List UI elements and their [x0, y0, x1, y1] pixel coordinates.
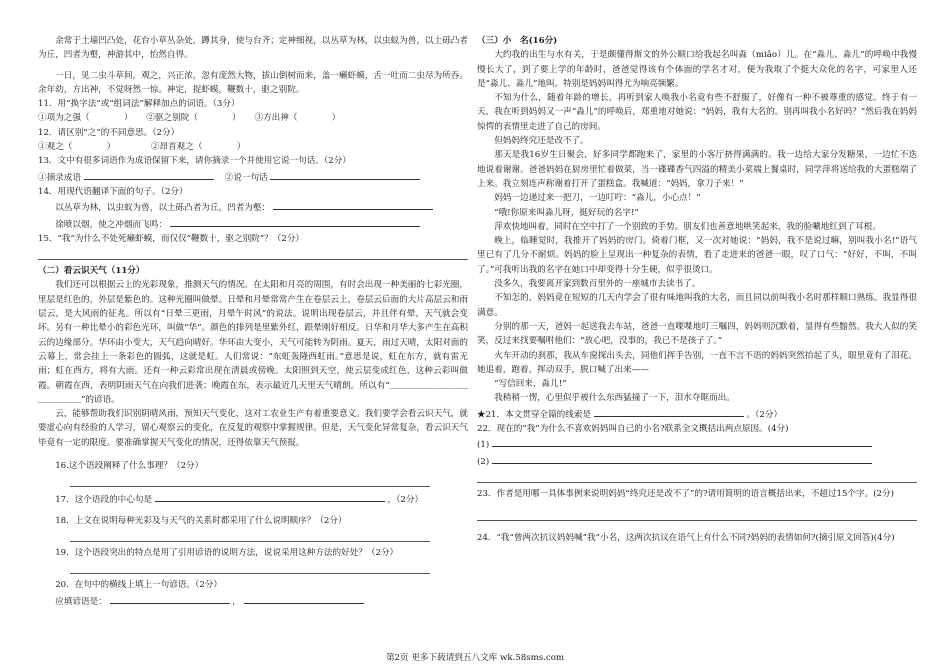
- story-paragraph: 不知为什么，随着年龄的增长，再听到家人唤我小名竟有些不舒服了，好像有一种不被尊重的感觉。终于有一天，我在听到妈妈又一声“淼儿”的呼唤后，郑重地对她说：“妈妈，我有大名的。别再叫我小名好吗？”然后我在妈妈惊愕的表情里走进了自己的房间。: [477, 93, 917, 132]
- answer-blank[interactable]: [492, 436, 872, 447]
- question-19: 19．这个语段突出的特点是用了引用谚语的说明方法，说说采用这种方法的好处？（2分）: [55, 547, 399, 558]
- question-12-items: [38, 140, 468, 154]
- q12-item-1: ①观之（ ）: [38, 142, 116, 153]
- story-paragraph: “哦!你原来叫淼儿呀，挺好玩的名字!”: [494, 207, 639, 218]
- question-18: 18．上文在说明每种光彩及与天气的关系时都采用了什么说明顺序？（2分）: [55, 515, 347, 526]
- q17-score: ，（2分）: [387, 495, 424, 506]
- story-paragraph: 晚上，临睡觉时，我推开了妈妈的房门。倚着门框，又一次对她说：“妈妈，我不是说过嘛，别叫我小名!”语气里已有了几分不耐烦。妈妈的脸上呈现出一种复杂的表情，看了走进来的爸爸一眼，叹了口气：“好好，不叫，不叫了。”可我听出我的名字在她口中却变得十分生硬，似乎很烫口。: [477, 236, 917, 275]
- q13-label-a: ①摘录成语: [38, 172, 81, 183]
- answer-blank[interactable]: [84, 169, 214, 180]
- q22-answer-1: [477, 436, 917, 452]
- section-3-title: （三）小 名(16分): [477, 36, 558, 46]
- q22-label-2: (2): [477, 456, 490, 467]
- question-24: 24．“我”曾两次抗议妈妈喊“我”小名，这两次抗议在语气上有什么不同?妈妈的表情如何?(摘引原文回答)(4分): [477, 533, 895, 544]
- q11-item-3: ③方出神（ ）: [254, 113, 341, 124]
- q14-sentence-a-text: 以丛草为林，以虫蚁为兽，以土砾凸者为丘，凹者为壑：: [55, 203, 271, 214]
- q17-text: 17．这个语段的中心句是: [55, 495, 153, 506]
- q11-item-1: ①项为之强（ ）: [38, 113, 133, 124]
- q12-item-2: ②昂首观之（ ）: [150, 142, 246, 153]
- answer-blank[interactable]: [170, 216, 420, 227]
- story-paragraph: 火车开动的刹那，我从车窗探出头去，同他们挥手告别，一直不言不语的妈妈突然抬起了头，眼里竟有了泪花。她追着，跑着，挥动双手，脱口喊了出来——: [477, 350, 917, 375]
- question-17: [38, 491, 468, 507]
- q14-sentence-a: [38, 199, 468, 215]
- story-paragraph: 不知怎的，妈妈竟在短短的几天内学会了很有味地叫我的大名，而且同以前叫我小名时那样顺口熟练。我显得很满意。: [477, 293, 917, 318]
- question-13: 13．文中有很多词语作为成语保留下来，请你摘录一个并使用它说一句话。（2分）: [38, 156, 351, 167]
- story-paragraph: 妈妈一边递过来一把刀，一边叮咛：“淼儿，小心点！”: [494, 193, 701, 204]
- answer-blank[interactable]: [594, 406, 744, 417]
- story-paragraph: “写信回来，淼儿!”: [494, 379, 567, 390]
- q20-comma: ，: [232, 596, 241, 607]
- q22-answer-2: [477, 453, 917, 469]
- answer-blank[interactable]: [273, 199, 433, 210]
- question-16: 16.这个语段阐释了什么事理？（2分）: [55, 461, 204, 472]
- question-20: 20．在句中的横线上填上一句谚语。（2分）: [55, 580, 222, 591]
- question-22: 22．现在的“我”为什么不喜欢妈妈叫自己的小名?联系全文概括出两点原因。(4分): [477, 424, 789, 435]
- q20-label: 应填谚语是：: [55, 596, 107, 607]
- left-column: [38, 34, 468, 609]
- passage-continued: 余常于土墙凹凸处，花台小草丛杂处，蹲其身，使与台齐；定神细视，以丛草为林，以虫蚁为兽，以土砾凸者为丘，凹者为壑，神游其中，怡然自得。: [38, 36, 468, 61]
- answer-blank[interactable]: [244, 593, 364, 604]
- section-2-paragraph-2: 云，能够帮助我们识别阴晴风雨，预知天气变化，这对工农业生产有着重要意义。我们要学会看云识天气，就要虚心向有经验的人学习，留心观察云的变化，在反复的观察中掌握规律。但是，天气变化异常复杂，看云识天气毕竟有一定的限度。要准确掌握天气变化的情况，还得依靠天气预报。: [38, 409, 468, 448]
- story-paragraph: 但妈妈终究还是改不了。: [494, 136, 589, 147]
- answer-line[interactable]: [38, 246, 468, 260]
- question-13-answers: [38, 169, 468, 185]
- question-21: [477, 406, 917, 422]
- q22-label-1: (1): [477, 440, 490, 451]
- q21-score: 。（2分）: [746, 409, 783, 420]
- question-11-items: [38, 111, 468, 125]
- story-paragraph: 没多久，我要离开家到数百里外的一座城市去读书了。: [494, 279, 701, 290]
- question-12: 12．请区别“之”的不同意思。（2分）: [38, 127, 180, 138]
- section-2-paragraph-1: 我们还可以根据云上的光彩现象，推测天气的情况。在太阳和月亮的周围，有时会出现一种美丽的七彩光圈，里层是红色的，外层是紫色的。这种光圈叫做晕。日晕和月晕常常产生在卷层云上，卷层云后面的大片高层云和雨层云，是大风雨的征兆。所以有“日晕三更雨，月晕午时风”的说法。说明出现卷层云，并且伴有晕，天气就会变坏。另有一种比晕小的彩色光环，叫做“华”。颜色的排列是里紫外红，跟晕刚好相反。日华和月华大多产生在高积云的边缘部分。华环由小变大，天气趋向晴好。华环由大变小，天气可能转为阴雨。夏天，雨过天晴，太阳对面的云幕上，常会挂上一条彩色的圆弧，这就是虹。人们常说：“东虹轰隆西虹雨。”意思是说，虹在东方，就有雷无雨；虹在西方，将有大雨。还有一种云彩常出现在清晨或傍晚。太阳照到天空，使云层变成红色，这种云彩叫做霞。朝霞在西，表明阴雨天气在向我们进袭；晚霞在东，表示最近几天里天气晴朗。所以有“＿＿＿＿＿＿＿＿＿＿＿＿＿＿”的谚语。: [38, 280, 468, 405]
- story-paragraph: 大约我的出生与水有关，于是颇懂得斯文的外公顺口给我起名叫淼（miǎo）儿。在“淼儿、淼儿”的呼唤中我慢慢长大了，到了要上学的年龄时，爸爸觉得该有个体面的学名才对，便为我取了个挺大众化的名字，可家里人还是“淼儿、淼儿”地叫。特别是妈妈叫得尤为响亮频繁。: [477, 50, 917, 89]
- passage-paragraph: 一日，见二虫斗草间，观之，兴正浓，忽有庞然大物，拔山倒树而来，盖一癞虾蟆，舌一吐而二虫尽为所吞。余年幼，方出神，不觉呀然一惊。神定，捉虾蟆，鞭数十，驱之别院。: [38, 70, 468, 95]
- answer-line[interactable]: [477, 507, 917, 521]
- answer-line[interactable]: [70, 560, 430, 574]
- q14-sentence-b: [38, 216, 468, 232]
- answer-line[interactable]: [70, 528, 430, 542]
- answer-blank[interactable]: [155, 491, 385, 502]
- answer-blank[interactable]: [492, 453, 872, 464]
- question-23: 23．作者是用哪一具体事例来说明妈妈“终究还是改不了”的?请用简明的语言概括出来，不超过15个字。(2分): [477, 488, 894, 499]
- story-paragraph: 我稍稍一愣，心里似乎被什么东西猛撞了一下，泪水夺眶而出。: [494, 393, 735, 404]
- story-paragraph: 分别的那一天，爸妈一起送我去车站，爸爸一直喋喋地叮三嘱四，妈妈则沉默着，显得有些黯然。我大人似的笑笑，反过来找要嘱咐他们：“放心吧，没事的，我已不是孩子了。”: [477, 321, 917, 347]
- question-11: 11．用“换字法”或“组词法”解释加点的词语。（3分）: [38, 99, 240, 110]
- q21-text: ★21．本文贯穿全篇的线索是: [477, 409, 592, 420]
- question-15: 15．“我”为什么不处死癞虾蟆，而仅仅“鞭数十，驱之别院”？（2分）: [38, 233, 305, 244]
- right-column: [477, 34, 917, 546]
- q11-item-2: ②驱之别院（ ）: [146, 113, 241, 124]
- answer-line[interactable]: [477, 469, 917, 483]
- q13-label-b: ②说一句话: [224, 172, 268, 183]
- answer-blank[interactable]: [110, 593, 230, 604]
- answer-line[interactable]: [70, 473, 430, 487]
- section-2-title: （二）看云识天气（11分）: [38, 266, 145, 277]
- page-footer: 第2页 更多下载请到五八文库 wk.58sms.com: [385, 653, 565, 663]
- q14-sentence-b-text: 徐喷以烟，使之冲烟而飞鸣：: [55, 219, 167, 230]
- answer-blank[interactable]: [270, 169, 420, 180]
- story-paragraph: 那天是我16岁生日聚会，好多同学都跑来了，家里的小客厅挤得满满的。我一边给大家分发糖果，一边忙不迭地说着谢谢。爸爸妈妈在厨房里忙着做菜，当一碟碟香气四溢的精美小菜端上餐桌时，同学萍将送给我的大蛋糕端了上来。我立刻连声称谢着打开了蛋糕盒。我喊道：“妈妈，拿刀子来！”: [477, 150, 917, 189]
- question-14: 14．用现代语翻译下面的句子。（2分）: [38, 186, 188, 197]
- q20-answer: [38, 593, 468, 609]
- story-paragraph: 萍欢快地叫着，同时在空中打了一个别致的手势。朋友们也善意地哄笑起来，我的脸唰地红到了耳根。: [494, 221, 881, 232]
